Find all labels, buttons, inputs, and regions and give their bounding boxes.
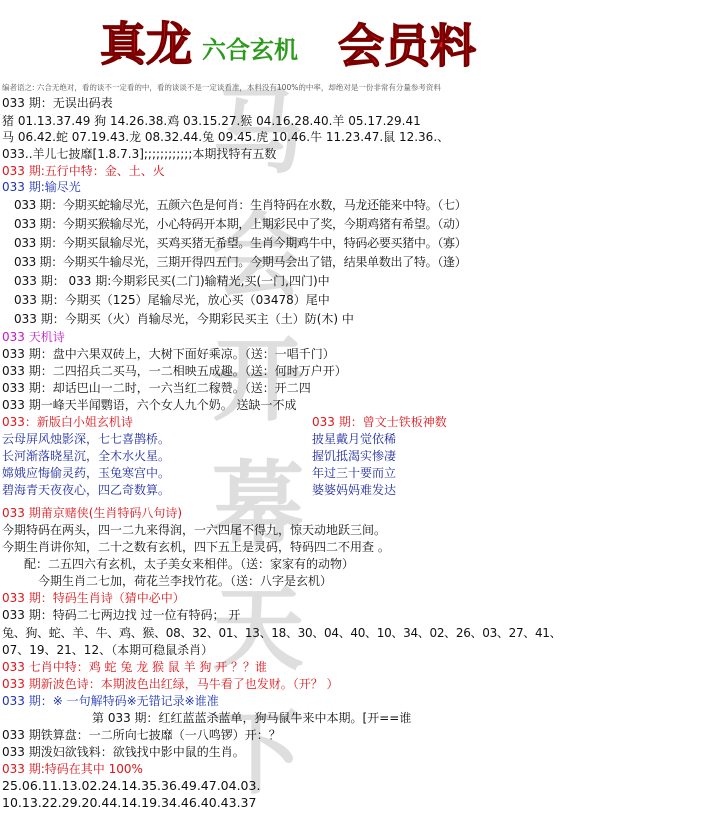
number-row: 10.13.22.29.20.44.14.19.34.46.40.43.37 [2,795,257,810]
watermark-char: 会 [211,202,304,311]
poem-line: 云母屏风烛影深，七七喜鹊桥。 [2,432,171,446]
text-line: 033 期：却话巴山一二时，一六当红二稼赞。（送：开二四 [2,381,311,395]
number-table-row: 马 06.42.蛇 07.19.43.龙 08.32.44.兔 09.45.虎 10.46.牛 11.23.47.鼠 12.36.、 [2,130,450,144]
poem-line: 披星戴月觉依稀 [312,432,397,446]
section-heading: 033 期莆京赌侠(生肖特码八句诗) [2,506,183,520]
section-heading: 033 天机诗 [2,330,65,344]
text-line: 033 期铁算盘：一二所向七披靡（一八鸣锣）开：？ [2,728,281,742]
watermark-char: 马 [211,78,304,187]
section-heading: 033 期：特码生肖诗（猜中必中） [2,591,185,605]
text-line: 今期生肖讲你知，二十之数有玄机，四下五上是灵码，特码四二不用查 。 [2,540,390,554]
text-line: 033 期：二四招兵二买马，一二相映五成趣。（送：何时万户开） [2,364,347,378]
text-line: 033 期泼妇欲钱料：欲钱找中影中鼠的生肖。 [2,745,245,759]
text-line: 07、19、21、12、（本期可稳鼠杀肖） [2,643,214,657]
watermark-char: 开 [211,326,304,435]
section-heading: 033 期：※ 一句解特码※无错记录※谁准 [2,694,219,708]
banner-part3: 会员料 [338,19,476,72]
number-table-row: 猪 01.13.37.49 狗 14.26.38.鸡 03.15.27.猴 04.16.28.40.羊 05.17.29.41 [2,114,421,128]
text-line: 033 期：今期买蛇输尽光，五颜六色是何肖：生肖特码在水数，马龙还能来中特。（七） [14,198,467,212]
text-line: 第 033 期：红红蓝蓝杀蓝单，狗马鼠牛来中本期。[开==谁 [92,711,412,725]
banner-title [100,10,500,72]
text-line: 033 期：特码二七两边找 过一位有特码； 开 [2,608,241,622]
text-line: 今期生肖二七加，荷花兰李找竹花。（送：八字是玄机） [38,574,333,588]
section-heading: 033 期:五行中特：金、土、火 [2,164,165,178]
text-line: 今期特码在两头，四一二九来得润，一六四尾不得九，惊天动地跃三间。 [2,523,387,537]
section-heading: 033 期:输尽光 [2,180,81,194]
poem-line: 握饥抵渴实惨凄 [312,449,397,463]
banner-part1: 真龙 [100,17,192,71]
poem-line: 婆婆妈妈难发达 [312,483,397,497]
poem-line: 嫦娥应悔偷灵药，玉兔寒宫中。 [2,466,171,480]
section-heading: 033 期新波色诗：本期波色出红绿，马牛看了也发财。（开？ ） [2,677,339,691]
section-heading: 033 期：曾文士铁板神数 [312,415,447,429]
number-row: 25.06.11.13.02.24.14.35.36.49.47.04.03. [2,778,261,793]
section-heading: 033 期:特码在其中 100% [2,762,143,776]
text-line: 033..羊儿七披靡[1.8.7.3];;;;;;;;;;;;本期找特有五数 [2,147,277,161]
banner-part2: 六合玄机 [202,35,298,64]
disclaimer-text: 编者语之: 六合无绝对，看的谈不一定看的中，看的谈谈不是一定谈看准，本料没有100%的中率，却绝对是一份非常有分量参考资料 [2,83,441,92]
text-line: 033 期：盘中六果双砖上，大树下面好乘凉。（送：一唱千门） [2,347,335,361]
text-line: 033 期：今期买（125）尾输尽光，放心买（03478）尾中 [14,293,330,307]
watermark-char: 天 [211,574,304,683]
text-line: 兔、狗、蛇、羊、牛、鸡、猴、08、32、01、13、18、30、04、40、10、34、02、26、03、27、41、 [2,626,562,640]
section-heading: 033：新版白小姐玄机诗 [2,415,133,429]
text-line: 033 期：今期买（火）肖输尽光，今期彩民买主（土）防(木) 中 [14,312,354,326]
section-heading: 033 七肖中特：鸡 蛇 兔 龙 猴 鼠 羊 狗 开 ？？谁 [2,660,268,674]
text-line: 033 期一峰天半闻鹦语，六个女人九个奶。 送缺一不成 [2,398,297,412]
table-title: 033 期：无误出码表 [2,96,113,110]
text-line: 033 期：今期买猴输尽光，小心特码开本期，上期彩民中了奖，今期鸡猪有希望。（动） [14,217,467,231]
text-line: 033 期：今期买牛输尽光，三期开得四五门。今期马会出了错，结果单数出了特。（逢） [14,255,467,269]
poem-line: 长河渐落晓星沉，全木水火星。 [2,449,171,463]
poem-line: 年过三十要而立 [312,466,397,480]
watermark-char: 幕 [211,450,304,559]
watermark-char: 下 [211,698,304,807]
text-line: 配：二五四六有玄机，太子美女来相伴。（送：家家有的动物） [24,557,355,571]
text-line: 033 期： 033 期:今期彩民买(二门)输精光,买(一门,四门)中 [14,274,330,288]
poem-line: 碧海青天夜夜心，四乙奇数算。 [2,483,171,497]
text-line: 033 期：今期买鼠输尽光，买鸡买猪无希望。生肖今期鸡牛中，特码必要买猪中。（寡） [14,236,467,250]
